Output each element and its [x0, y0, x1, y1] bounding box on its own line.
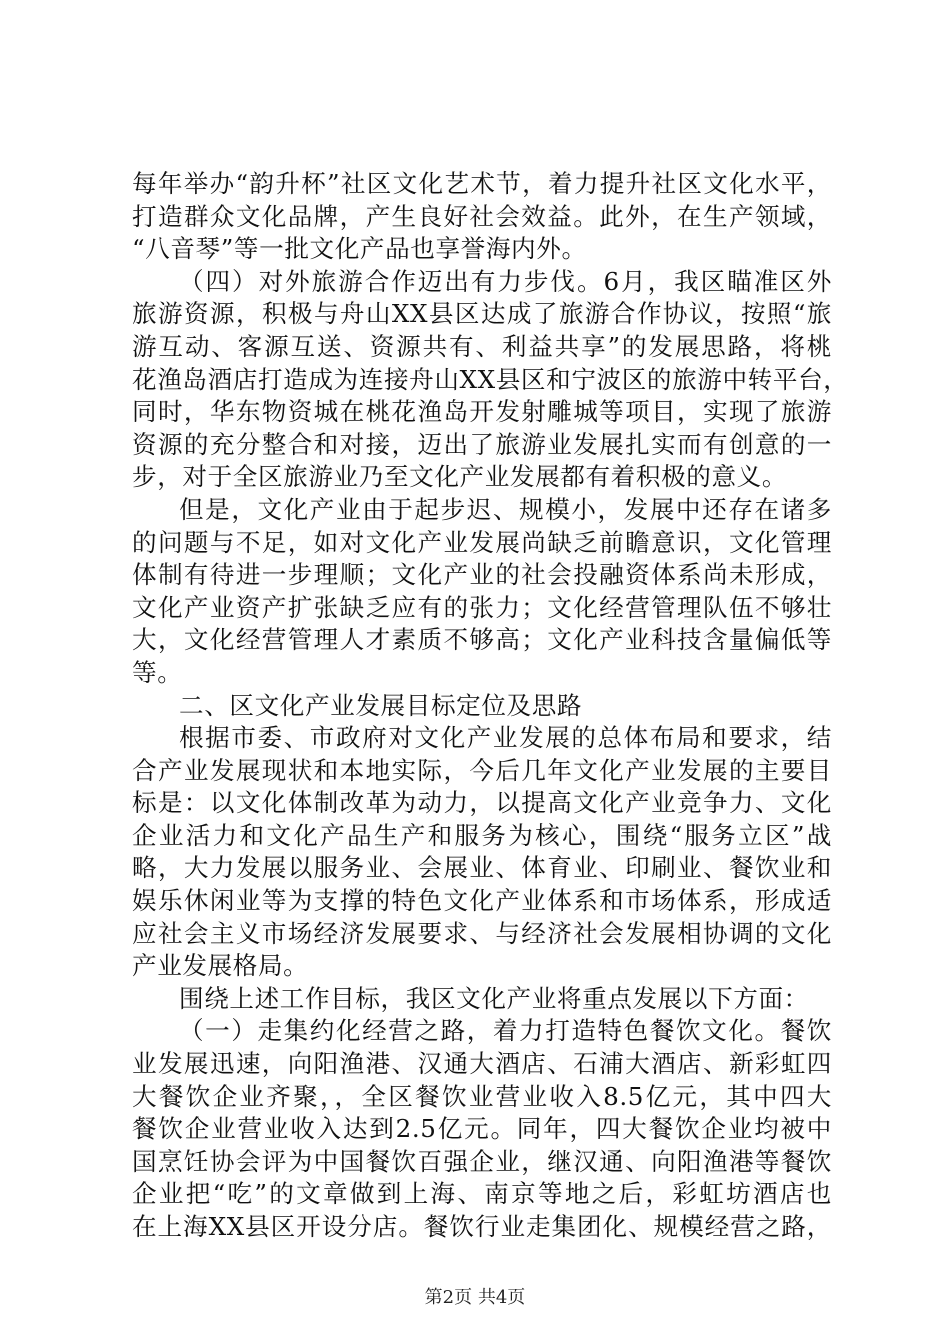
document-body [132, 168, 849, 1244]
text-line: 略，大力发展以服务业、会展业、体育业、印刷业、餐饮业和 [132, 853, 832, 883]
page-footer: 第2页 共4页 [424, 1287, 526, 1308]
text-line: 大餐饮企业齐聚，，全区餐饮业营业收入8.5亿元，其中四大 [132, 1081, 832, 1111]
text-line: 打造群众文化品牌，产生良好社会效益。此外，在生产领域， [132, 201, 832, 231]
text-line: 国烹饪协会评为中国餐饮百强企业，继汉通、向阳渔港等餐饮 [132, 1146, 832, 1176]
text-line: 资源的充分整合和对接，迈出了旅游业发展扎实而有创意的一 [132, 429, 832, 459]
text-line: 企业把“吃”的文章做到上海、南京等地之后，彩虹坊酒店也 [132, 1179, 832, 1209]
text-line: 娱乐休闲业等为支撑的特色文化产业体系和市场体系，形成适 [132, 886, 832, 916]
text-line: “八音琴”等一批文化产品也享誉海内外。 [132, 234, 587, 264]
text-line: 在上海XX县区开设分店。餐饮行业走集团化、规模经营之路， [132, 1212, 832, 1241]
text-line: 合产业发展现状和本地实际，今后几年文化产业发展的主要目 [132, 755, 832, 785]
text-line: 业发展迅速，向阳渔港、汉通大酒店、石浦大酒店、新彩虹四 [132, 1049, 832, 1079]
text-line: 应社会主义市场经济发展要求、与经济社会发展相协调的文化 [132, 918, 832, 948]
text-line: 文化产业资产扩张缺乏应有的张力；文化经营管理队伍不够壮 [132, 592, 832, 622]
text-line: 标是：以文化体制改革为动力，以提高文化产业竞争力、文化 [132, 788, 832, 818]
text-line: 企业活力和文化产品生产和服务为核心，围绕“服务立区”战 [132, 820, 832, 850]
text-line: 但是，文化产业由于起步迟、规模小，发展中还存在诸多 [179, 494, 832, 524]
text-line: 每年举办“韵升杯”社区文化艺术节，着力提升社区文化水平， [132, 169, 832, 198]
text-line: （四）对外旅游合作迈出有力步伐。6月，我区瞄准区外 [179, 266, 832, 296]
text-line: 体制有待进一步理顺；文化产业的社会投融资体系尚未形成， [132, 560, 832, 590]
text-line: 同时，华东物资城在桃花渔岛开发射雕城等项目，实现了旅游 [132, 397, 832, 427]
text-line: 花渔岛酒店打造成为连接舟山XX县区和宁波区的旅游中转平台， [132, 364, 849, 394]
text-line: 等。 [132, 657, 183, 687]
text-line: 餐饮企业营业收入达到2.5亿元。同年，四大餐饮企业均被中 [132, 1114, 832, 1144]
text-line: 旅游资源，积极与舟山XX县区达成了旅游合作协议，按照“旅 [132, 299, 832, 329]
text-line: （一）走集约化经营之路，着力打造特色餐饮文化。餐饮 [179, 1016, 832, 1046]
text-line: 围绕上述工作目标，我区文化产业将重点发展以下方面： [179, 983, 809, 1013]
text-line: 大，文化经营管理人才素质不够高；文化产业科技含量偏低等 [132, 625, 832, 655]
text-line: 根据市委、市政府对文化产业发展的总体布局和要求，结 [179, 723, 832, 753]
text-line: 二、区文化产业发展目标定位及思路 [179, 690, 583, 720]
text-line: 游互动、客源互送、资源共有、利益共享”的发展思路，将桃 [132, 331, 832, 361]
text-line: 步，对于全区旅游业乃至文化产业发展都有着积极的意义。 [132, 462, 788, 492]
text-line: 的问题与不足，如对文化产业发展尚缺乏前瞻意识，文化管理 [132, 527, 832, 557]
text-line: 产业发展格局。 [132, 951, 309, 981]
